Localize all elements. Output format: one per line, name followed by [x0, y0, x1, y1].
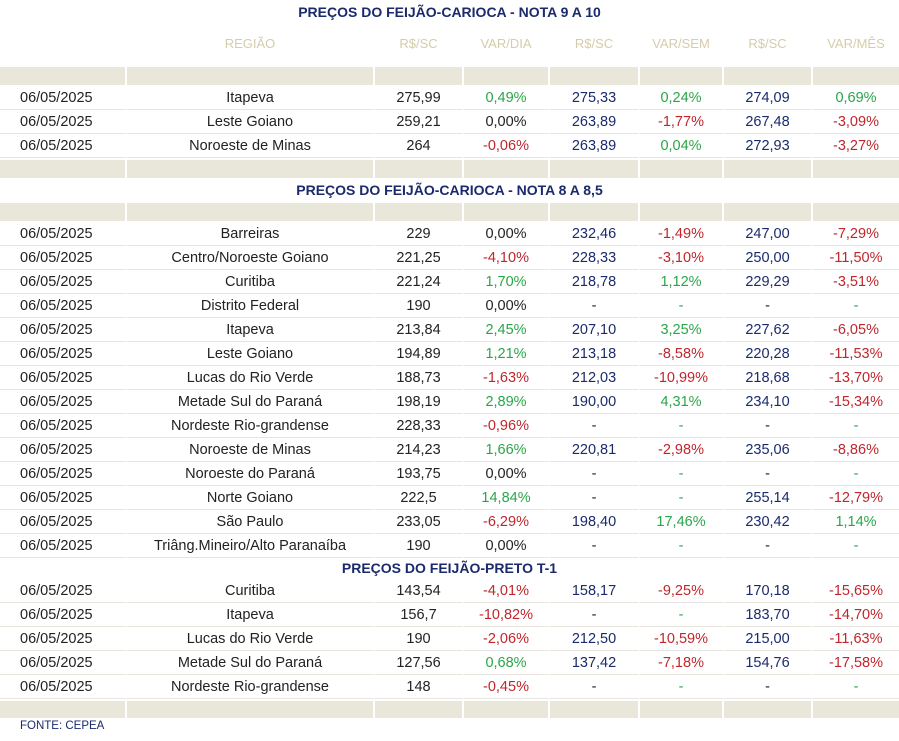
price-week-cell: 190,00	[550, 390, 640, 414]
var-month-cell: -14,70%	[813, 603, 899, 627]
date-cell: 06/05/2025	[0, 390, 127, 414]
price-week-cell: -	[550, 294, 640, 318]
price-day-cell: 188,73	[375, 366, 464, 390]
price-week-cell: 228,33	[550, 246, 640, 270]
region-cell: Curitiba	[127, 270, 375, 294]
price-month-cell: 170,18	[724, 579, 813, 603]
table-row	[0, 110, 899, 134]
region-cell: Nordeste Rio-grandense	[127, 675, 375, 699]
var-month-cell: -15,65%	[813, 579, 899, 603]
header-price-month: R$/SC	[724, 30, 813, 56]
var-day-cell: 2,45%	[464, 318, 550, 342]
var-month-cell	[813, 701, 899, 718]
date-cell	[0, 67, 127, 85]
date-cell: 06/05/2025	[0, 438, 127, 462]
price-month-cell: 247,00	[724, 222, 813, 246]
price-month-cell	[724, 203, 813, 221]
var-month-cell: -11,53%	[813, 342, 899, 366]
region-cell	[127, 67, 375, 85]
date-cell: 06/05/2025	[0, 414, 127, 438]
price-week-cell	[550, 160, 640, 178]
var-month-cell: -	[813, 414, 899, 438]
price-day-cell: 214,23	[375, 438, 464, 462]
price-day-cell	[375, 67, 464, 85]
var-month-cell: -3,51%	[813, 270, 899, 294]
region-cell	[127, 160, 375, 178]
var-week-cell: -8,58%	[640, 342, 724, 366]
price-day-cell: 264	[375, 134, 464, 158]
price-day-cell: 148	[375, 675, 464, 699]
table-row	[0, 318, 899, 342]
price-day-cell: 198,19	[375, 390, 464, 414]
region-cell: Itapeva	[127, 86, 375, 110]
var-month-cell: 0,69%	[813, 86, 899, 110]
date-cell: 06/05/2025	[0, 294, 127, 318]
date-cell: 06/05/2025	[0, 246, 127, 270]
var-month-cell: -	[813, 675, 899, 699]
price-week-cell: 207,10	[550, 318, 640, 342]
table-row	[0, 603, 899, 627]
price-month-cell: -	[724, 675, 813, 699]
header-var-day: VAR/DIA	[464, 30, 550, 56]
price-week-cell	[550, 701, 640, 718]
header-region: REGIÃO	[127, 30, 375, 56]
price-month-cell: -	[724, 414, 813, 438]
var-month-cell: -17,58%	[813, 651, 899, 675]
var-day-cell	[464, 160, 550, 178]
date-cell: 06/05/2025	[0, 486, 127, 510]
region-cell: Itapeva	[127, 603, 375, 627]
price-day-cell: 222,5	[375, 486, 464, 510]
var-day-cell: 0,00%	[464, 462, 550, 486]
column-header	[0, 30, 899, 56]
region-cell	[127, 701, 375, 718]
price-month-cell	[724, 701, 813, 718]
price-week-cell: 137,42	[550, 651, 640, 675]
price-week-cell: 263,89	[550, 134, 640, 158]
date-cell: 06/05/2025	[0, 342, 127, 366]
var-day-cell: 1,66%	[464, 438, 550, 462]
price-day-cell: 190	[375, 294, 464, 318]
region-cell: Leste Goiano	[127, 342, 375, 366]
var-week-cell: 0,04%	[640, 134, 724, 158]
date-cell: 06/05/2025	[0, 318, 127, 342]
price-day-cell: 229	[375, 222, 464, 246]
var-week-cell: -	[640, 414, 724, 438]
date-cell: 06/05/2025	[0, 579, 127, 603]
date-cell: 06/05/2025	[0, 510, 127, 534]
table-row	[0, 651, 899, 675]
date-cell: 06/05/2025	[0, 651, 127, 675]
table-row	[0, 86, 899, 110]
price-month-cell: 154,76	[724, 651, 813, 675]
var-month-cell: -7,29%	[813, 222, 899, 246]
region-cell: Noroeste de Minas	[127, 438, 375, 462]
price-week-cell: 275,33	[550, 86, 640, 110]
var-day-cell: 1,21%	[464, 342, 550, 366]
var-week-cell: -10,99%	[640, 366, 724, 390]
table-row	[0, 342, 899, 366]
price-week-cell: -	[550, 414, 640, 438]
var-day-cell: 0,00%	[464, 294, 550, 318]
region-cell: Itapeva	[127, 318, 375, 342]
date-cell: 06/05/2025	[0, 462, 127, 486]
price-month-cell: 267,48	[724, 110, 813, 134]
var-month-cell: -	[813, 294, 899, 318]
date-cell: 06/05/2025	[0, 110, 127, 134]
region-cell: Noroeste de Minas	[127, 134, 375, 158]
var-day-cell: -0,06%	[464, 134, 550, 158]
table-row	[0, 438, 899, 462]
price-week-cell: 213,18	[550, 342, 640, 366]
var-week-cell: 17,46%	[640, 510, 724, 534]
var-day-cell: -1,63%	[464, 366, 550, 390]
var-week-cell: 0,24%	[640, 86, 724, 110]
price-week-cell: -	[550, 486, 640, 510]
date-cell	[0, 160, 127, 178]
var-day-cell: -10,82%	[464, 603, 550, 627]
date-cell: 06/05/2025	[0, 86, 127, 110]
region-cell: Triâng.Mineiro/Alto Paranaíba	[127, 534, 375, 558]
price-month-cell: 229,29	[724, 270, 813, 294]
table-row	[0, 414, 899, 438]
table-row	[0, 627, 899, 651]
region-cell: Distrito Federal	[127, 294, 375, 318]
price-month-cell: 272,93	[724, 134, 813, 158]
price-month-cell: -	[724, 294, 813, 318]
section-title: PREÇOS DO FEIJÃO-CARIOCA - NOTA 9 A 10	[298, 4, 601, 20]
var-day-cell: 2,89%	[464, 390, 550, 414]
price-day-cell	[375, 701, 464, 718]
price-week-cell: 158,17	[550, 579, 640, 603]
var-month-cell: -13,70%	[813, 366, 899, 390]
var-day-cell: -0,45%	[464, 675, 550, 699]
var-day-cell	[464, 701, 550, 718]
separator-band	[0, 203, 899, 221]
var-month-cell: 1,14%	[813, 510, 899, 534]
price-week-cell: -	[550, 462, 640, 486]
price-month-cell: 183,70	[724, 603, 813, 627]
var-day-cell: -0,96%	[464, 414, 550, 438]
var-week-cell: -	[640, 603, 724, 627]
price-day-cell	[375, 160, 464, 178]
price-month-cell: 215,00	[724, 627, 813, 651]
price-day-cell	[375, 203, 464, 221]
var-week-cell	[640, 67, 724, 85]
price-month-cell: 218,68	[724, 366, 813, 390]
var-day-cell	[464, 67, 550, 85]
date-cell	[0, 203, 127, 221]
region-cell: Noroeste do Paraná	[127, 462, 375, 486]
header-price-week: R$/SC	[550, 30, 640, 56]
region-cell	[127, 203, 375, 221]
var-day-cell: -4,10%	[464, 246, 550, 270]
var-month-cell: -8,86%	[813, 438, 899, 462]
region-cell: São Paulo	[127, 510, 375, 534]
var-week-cell: -	[640, 486, 724, 510]
table-row	[0, 390, 899, 414]
date-cell: 06/05/2025	[0, 675, 127, 699]
price-week-cell: 198,40	[550, 510, 640, 534]
price-day-cell: 221,25	[375, 246, 464, 270]
header-date	[0, 30, 127, 56]
date-cell	[0, 701, 127, 718]
price-day-cell: 221,24	[375, 270, 464, 294]
price-day-cell: 259,21	[375, 110, 464, 134]
var-month-cell: -	[813, 534, 899, 558]
var-week-cell	[640, 160, 724, 178]
var-day-cell: -2,06%	[464, 627, 550, 651]
source-note: FONTE: CEPEA	[20, 720, 105, 732]
price-week-cell: -	[550, 603, 640, 627]
var-week-cell: -1,49%	[640, 222, 724, 246]
price-month-cell	[724, 160, 813, 178]
price-week-cell: 220,81	[550, 438, 640, 462]
header-var-week: VAR/SEM	[640, 30, 724, 56]
var-week-cell: 4,31%	[640, 390, 724, 414]
var-month-cell	[813, 160, 899, 178]
table-row	[0, 134, 899, 158]
price-week-cell: 212,50	[550, 627, 640, 651]
price-week-cell	[550, 203, 640, 221]
var-week-cell: -	[640, 294, 724, 318]
price-month-cell: 274,09	[724, 86, 813, 110]
region-cell: Metade Sul do Paraná	[127, 651, 375, 675]
section-title: PREÇOS DO FEIJÃO-PRETO T-1	[341, 560, 558, 576]
var-day-cell: 14,84%	[464, 486, 550, 510]
var-week-cell	[640, 701, 724, 718]
price-day-cell: 228,33	[375, 414, 464, 438]
var-month-cell: -12,79%	[813, 486, 899, 510]
var-month-cell: -15,34%	[813, 390, 899, 414]
price-week-cell: 218,78	[550, 270, 640, 294]
price-day-cell: 190	[375, 627, 464, 651]
region-cell: Norte Goiano	[127, 486, 375, 510]
price-day-cell: 193,75	[375, 462, 464, 486]
price-day-cell: 233,05	[375, 510, 464, 534]
price-month-cell: 235,06	[724, 438, 813, 462]
header-var-month: VAR/MÊS	[827, 35, 885, 51]
var-week-cell: -7,18%	[640, 651, 724, 675]
var-week-cell: -	[640, 675, 724, 699]
date-cell: 06/05/2025	[0, 134, 127, 158]
var-day-cell: 0,00%	[464, 534, 550, 558]
var-week-cell	[640, 203, 724, 221]
section-title: PREÇOS DO FEIJÃO-CARIOCA - NOTA 8 A 8,5	[296, 182, 603, 198]
var-month-cell: -3,09%	[813, 110, 899, 134]
price-day-cell: 213,84	[375, 318, 464, 342]
table-row	[0, 246, 899, 270]
table-row	[0, 675, 899, 699]
var-day-cell	[464, 203, 550, 221]
table-row	[0, 534, 899, 558]
price-month-cell: 250,00	[724, 246, 813, 270]
region-cell: Leste Goiano	[127, 110, 375, 134]
region-cell: Barreiras	[127, 222, 375, 246]
var-day-cell: 0,68%	[464, 651, 550, 675]
price-day-cell: 194,89	[375, 342, 464, 366]
table-row	[0, 222, 899, 246]
date-cell: 06/05/2025	[0, 366, 127, 390]
var-day-cell: 0,00%	[464, 222, 550, 246]
table-row	[0, 486, 899, 510]
date-cell: 06/05/2025	[0, 627, 127, 651]
price-month-cell	[724, 67, 813, 85]
var-day-cell: 1,70%	[464, 270, 550, 294]
price-day-cell: 143,54	[375, 579, 464, 603]
region-cell: Metade Sul do Paraná	[127, 390, 375, 414]
var-month-cell: -11,50%	[813, 246, 899, 270]
price-week-cell: 263,89	[550, 110, 640, 134]
var-week-cell: -9,25%	[640, 579, 724, 603]
price-day-cell: 190	[375, 534, 464, 558]
price-month-cell: -	[724, 462, 813, 486]
var-week-cell: -	[640, 534, 724, 558]
var-day-cell: -4,01%	[464, 579, 550, 603]
table-row	[0, 510, 899, 534]
var-day-cell: 0,00%	[464, 110, 550, 134]
separator-band	[0, 67, 899, 85]
table-row	[0, 579, 899, 603]
region-cell: Lucas do Rio Verde	[127, 627, 375, 651]
var-month-cell: -11,63%	[813, 627, 899, 651]
price-month-cell: -	[724, 534, 813, 558]
price-month-cell: 227,62	[724, 318, 813, 342]
date-cell: 06/05/2025	[0, 603, 127, 627]
price-week-cell: -	[550, 675, 640, 699]
price-month-cell: 255,14	[724, 486, 813, 510]
var-day-cell: 0,49%	[464, 86, 550, 110]
price-week-cell	[550, 67, 640, 85]
table-row	[0, 294, 899, 318]
price-month-cell: 234,10	[724, 390, 813, 414]
table-row	[0, 366, 899, 390]
var-month-cell: -	[813, 462, 899, 486]
var-week-cell: -	[640, 462, 724, 486]
price-day-cell: 156,7	[375, 603, 464, 627]
table-row	[0, 270, 899, 294]
var-month-cell: -3,27%	[813, 134, 899, 158]
date-cell: 06/05/2025	[0, 222, 127, 246]
price-day-cell: 127,56	[375, 651, 464, 675]
var-month-cell	[813, 67, 899, 85]
price-week-cell: -	[550, 534, 640, 558]
price-day-cell: 275,99	[375, 86, 464, 110]
var-week-cell: 1,12%	[640, 270, 724, 294]
var-month-cell	[813, 203, 899, 221]
region-cell: Centro/Noroeste Goiano	[127, 246, 375, 270]
price-month-cell: 230,42	[724, 510, 813, 534]
region-cell: Nordeste Rio-grandense	[127, 414, 375, 438]
var-week-cell: -1,77%	[640, 110, 724, 134]
separator-band	[0, 701, 899, 718]
price-month-cell: 220,28	[724, 342, 813, 366]
region-cell: Curitiba	[127, 579, 375, 603]
var-week-cell: -10,59%	[640, 627, 724, 651]
region-cell: Lucas do Rio Verde	[127, 366, 375, 390]
var-week-cell: -3,10%	[640, 246, 724, 270]
price-week-cell: 232,46	[550, 222, 640, 246]
price-week-cell: 212,03	[550, 366, 640, 390]
header-price-day: R$/SC	[375, 30, 464, 56]
separator-band	[0, 160, 899, 178]
table-row	[0, 462, 899, 486]
date-cell: 06/05/2025	[0, 270, 127, 294]
date-cell: 06/05/2025	[0, 534, 127, 558]
var-week-cell: -2,98%	[640, 438, 724, 462]
var-day-cell: -6,29%	[464, 510, 550, 534]
var-week-cell: 3,25%	[640, 318, 724, 342]
var-month-cell: -6,05%	[813, 318, 899, 342]
